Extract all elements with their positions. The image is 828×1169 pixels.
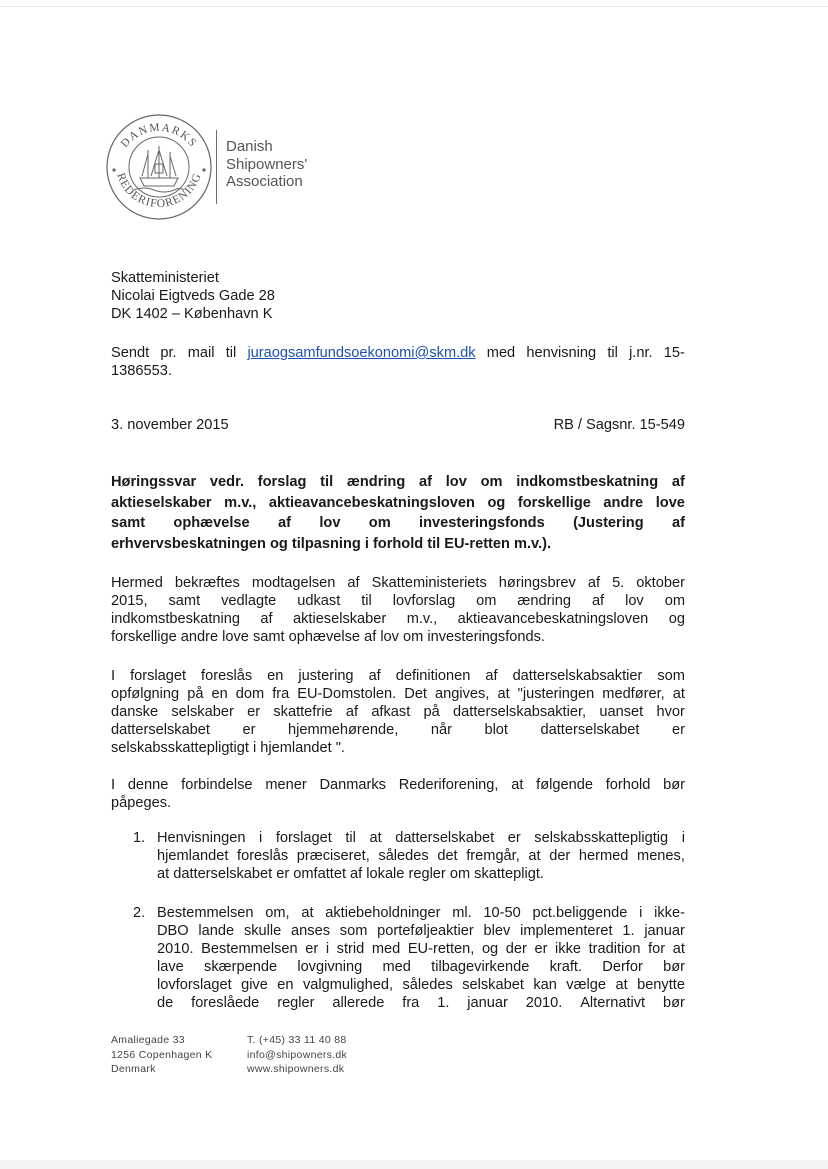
word: selskaber xyxy=(171,704,234,720)
word: afkast xyxy=(371,704,411,720)
word: definitionen xyxy=(395,668,471,684)
word: der xyxy=(505,941,527,957)
word: som xyxy=(657,668,685,684)
word: give xyxy=(241,977,268,993)
word: ikke xyxy=(555,941,581,957)
word: porteføljeaktier xyxy=(377,923,474,939)
word: lovforslaget xyxy=(157,977,232,993)
word: hvor xyxy=(656,704,685,720)
word: forhold xyxy=(605,777,651,793)
word: lande xyxy=(198,923,235,939)
word: fra xyxy=(272,686,290,702)
text-line xyxy=(111,703,685,721)
text-line xyxy=(157,994,685,1012)
text-line xyxy=(111,667,685,685)
word: kan xyxy=(533,977,557,993)
word: Det xyxy=(404,686,427,702)
word: om, xyxy=(265,905,290,921)
word: til xyxy=(320,474,334,490)
footer-line: Denmark xyxy=(111,1063,156,1075)
logo-divider xyxy=(216,130,217,204)
word: vedr. xyxy=(209,474,244,490)
word: af xyxy=(260,611,273,627)
paragraph-opinion xyxy=(111,776,685,812)
word: til xyxy=(361,593,372,609)
word: at xyxy=(672,686,685,702)
word: allerede xyxy=(332,995,385,1011)
word: forslag xyxy=(257,474,307,490)
word: i xyxy=(325,941,330,957)
word: bekræftes xyxy=(174,575,240,591)
word: således xyxy=(402,977,453,993)
word: 2015, xyxy=(111,593,148,609)
word: henvisning xyxy=(526,345,597,361)
word: regler xyxy=(277,995,315,1011)
email-link[interactable]: juraogsamfundsoekonomi@skm.dk xyxy=(247,345,476,361)
word: pct.beliggende xyxy=(532,905,628,921)
word: på xyxy=(423,704,440,720)
word: af xyxy=(587,575,601,591)
word: benytte xyxy=(637,977,685,993)
word: i xyxy=(681,830,685,846)
word: anses xyxy=(291,923,330,939)
word: i xyxy=(639,905,643,921)
text-line xyxy=(157,829,685,847)
word: Alternativt xyxy=(580,995,646,1011)
word: at xyxy=(511,777,524,793)
word: j.nr. xyxy=(629,345,653,361)
word: er xyxy=(507,830,521,846)
word: og xyxy=(487,494,506,511)
word: bør xyxy=(663,959,685,975)
word: som xyxy=(339,923,368,939)
word: forskellige xyxy=(517,494,591,511)
word: bør xyxy=(663,777,685,793)
word: lave xyxy=(157,959,184,975)
word: datterselskabsaktier xyxy=(512,668,643,684)
recipient-line: DK 1402 – København K xyxy=(111,306,273,322)
word: ophævelse xyxy=(173,515,250,531)
subject-line: erhvervsbeskatningen og tilpasning i forhold til EU-retten m.v.). xyxy=(111,535,552,552)
text-line xyxy=(157,922,685,940)
word: datterselskabet xyxy=(111,722,210,738)
journal-number: 1386553. xyxy=(111,363,172,379)
word: kraft. xyxy=(549,959,583,975)
word: opfølgning xyxy=(111,686,180,702)
text-line: selskabsskattepligtigt i hjemlandet ". xyxy=(111,740,345,756)
case-reference: RB / Sagsnr. 15-549 xyxy=(553,417,685,433)
association-name-line: Danish xyxy=(226,138,273,155)
scan-top-edge xyxy=(0,6,828,7)
word: ml. xyxy=(452,905,472,921)
word: Høringssvar xyxy=(111,474,197,490)
word: hjemmehørende, xyxy=(288,722,399,738)
word: hermed xyxy=(578,848,629,864)
subject-line xyxy=(111,493,685,514)
text-line xyxy=(111,574,685,592)
word: mener xyxy=(265,777,307,793)
word: Bestemmelsen xyxy=(201,941,298,957)
word: fremgår, xyxy=(466,848,520,864)
word: til xyxy=(225,345,237,361)
word: at xyxy=(301,905,314,921)
word: lov xyxy=(445,474,467,490)
word: love xyxy=(655,494,685,511)
word: blot xyxy=(484,722,508,738)
word: blev xyxy=(483,923,511,939)
word: lov xyxy=(319,515,341,531)
word: denne xyxy=(127,777,169,793)
word: 2010. xyxy=(157,941,194,957)
subject-line xyxy=(111,513,685,534)
word: danske xyxy=(111,704,159,720)
association-name-line: Association xyxy=(226,173,303,190)
word: de xyxy=(157,995,174,1011)
recipient-line: Skatteministeriet xyxy=(111,270,219,286)
word: en xyxy=(267,668,284,684)
text-line xyxy=(111,610,685,628)
word: en xyxy=(277,977,294,993)
word: implementeret xyxy=(520,923,613,939)
word: når xyxy=(430,722,452,738)
word: hjemlandet xyxy=(157,848,229,864)
text-line: forskellige andre love samt ophævelse af lov om investeringsfonds. xyxy=(111,629,545,645)
word: om xyxy=(664,593,685,609)
word: det xyxy=(437,848,458,864)
word: Danmarks xyxy=(319,777,386,793)
footer-line: 1256 Copenhagen K xyxy=(111,1048,213,1061)
word: en xyxy=(211,686,228,702)
word: af xyxy=(419,474,432,490)
word: "justeringen xyxy=(517,686,595,702)
word: selskabet xyxy=(462,977,524,993)
word: med xyxy=(486,345,516,361)
subject-line xyxy=(111,472,685,493)
letter-subject xyxy=(111,472,685,554)
word: Derfor xyxy=(602,959,643,975)
word: 1. xyxy=(622,923,635,939)
text-line xyxy=(111,592,685,610)
text-line xyxy=(157,976,685,994)
word: af xyxy=(278,515,291,531)
word: (Justering xyxy=(573,515,644,531)
word: DBO xyxy=(157,923,189,939)
date-reference-line xyxy=(111,416,685,434)
word: lovforslag xyxy=(392,593,456,609)
word: at xyxy=(615,977,628,993)
svg-text:REDERIFORENING: REDERIFORENING xyxy=(114,171,204,211)
text-line xyxy=(111,776,685,794)
word: 1. xyxy=(437,995,450,1011)
word: andre xyxy=(603,494,644,511)
word: dom xyxy=(235,686,265,702)
association-seal-logo xyxy=(104,112,214,222)
word: bør xyxy=(663,995,685,1011)
word: Henvisningen xyxy=(157,830,246,846)
word: strid xyxy=(336,941,365,957)
svg-text:DANMARKS: DANMARKS xyxy=(118,121,200,151)
word: at xyxy=(528,848,541,864)
word: forslaget xyxy=(275,830,332,846)
association-name xyxy=(226,138,307,191)
footer-contact xyxy=(247,1033,347,1077)
word: skærpende xyxy=(204,959,278,975)
word: af xyxy=(485,668,498,684)
word: Bestemmelsen xyxy=(157,905,254,921)
word: investeringsfonds xyxy=(419,515,545,531)
word: vælge xyxy=(566,977,607,993)
word: modtagelsen xyxy=(251,575,336,591)
word: selskabsskattepligtig xyxy=(534,830,669,846)
text-line: påpeges. xyxy=(111,795,172,811)
word: I xyxy=(111,668,116,684)
word: er xyxy=(242,722,256,738)
word: til xyxy=(345,830,356,846)
footer-address xyxy=(111,1033,212,1077)
word: skulle xyxy=(243,923,282,939)
word: ændring xyxy=(346,474,406,490)
word: af xyxy=(671,474,685,490)
word: samt xyxy=(111,515,146,531)
recipient-line: Nicolai Eigtveds Gade 28 xyxy=(111,288,275,304)
word: mail xyxy=(187,345,215,361)
word: 10-50 xyxy=(483,905,521,921)
word: fra xyxy=(402,995,420,1011)
word: datterselskabsaktier, xyxy=(453,704,587,720)
word: indkomstbeskatning xyxy=(516,474,659,490)
text-line xyxy=(157,958,685,976)
word: januar xyxy=(644,923,685,939)
word: om xyxy=(368,515,391,531)
word: således xyxy=(378,848,429,864)
text-line xyxy=(157,940,685,958)
word: 5. xyxy=(612,575,625,591)
paragraph-proposal xyxy=(111,667,685,757)
word: for xyxy=(648,941,666,957)
word: aktieavancebeskatningsloven xyxy=(268,494,475,511)
word: januar xyxy=(467,995,508,1011)
letter-date: 3. november 2015 xyxy=(111,417,229,433)
word: m.v., xyxy=(224,494,257,511)
word: justering xyxy=(298,668,354,684)
word: er xyxy=(534,941,548,957)
word: valgmulighed, xyxy=(302,977,394,993)
text-line: at datterselskabet er omfattet af lokale regler om skattepligt. xyxy=(157,866,544,882)
word: og xyxy=(481,941,499,957)
word: om xyxy=(480,474,503,490)
word: er xyxy=(305,941,319,957)
word: forslaget xyxy=(130,668,187,684)
word: Sendt xyxy=(111,345,150,361)
word: der xyxy=(549,848,571,864)
word: Rederiforening, xyxy=(398,777,499,793)
word: følgende xyxy=(536,777,593,793)
text-line xyxy=(157,904,685,922)
word: ikke- xyxy=(654,905,685,921)
word: foreslåede xyxy=(191,995,260,1011)
scan-bottom-edge xyxy=(0,1160,828,1169)
word: EU-retten, xyxy=(407,941,475,957)
word: af xyxy=(671,515,685,531)
word: af xyxy=(368,668,381,684)
word: vedlagte xyxy=(221,593,277,609)
text-line xyxy=(111,685,685,703)
word: foreslås xyxy=(237,848,289,864)
word: med xyxy=(382,959,411,975)
word: udkast xyxy=(297,593,341,609)
word: aktiebeholdninger xyxy=(325,905,441,921)
word: aktieselskaber xyxy=(111,494,212,511)
text-line xyxy=(157,847,685,865)
word: er xyxy=(672,722,685,738)
word: at xyxy=(672,941,685,957)
word: ændring xyxy=(517,593,571,609)
word: foreslås xyxy=(201,668,253,684)
word: høringsbrev xyxy=(498,575,576,591)
word: oktober xyxy=(636,575,685,591)
word: aktieavancebeskatningsloven xyxy=(457,611,649,627)
word: Skatteministeriets xyxy=(371,575,487,591)
word: af xyxy=(591,593,605,609)
paragraph-acknowledgement xyxy=(111,574,685,646)
word: medfører, xyxy=(602,686,665,702)
word: lov xyxy=(625,593,644,609)
word: datterselskabet xyxy=(395,830,495,846)
word: med xyxy=(371,941,401,957)
word: samt xyxy=(168,593,201,609)
word: 15- xyxy=(663,345,685,361)
sent-by-mail-note xyxy=(111,344,685,380)
recipient-address xyxy=(111,269,275,323)
word: i xyxy=(259,830,263,846)
word: om xyxy=(476,593,497,609)
list-item-number: 1. xyxy=(133,830,146,846)
word: skattefrie xyxy=(273,704,333,720)
word: at xyxy=(369,830,382,846)
word: EU-Domstolen. xyxy=(297,686,397,702)
word: pr. xyxy=(160,345,177,361)
word: er xyxy=(247,704,261,720)
word: menes, xyxy=(637,848,685,864)
word: m.v., xyxy=(406,611,438,627)
word: tilbagevirkende xyxy=(431,959,530,975)
footer-line: Amaliegade 33 xyxy=(111,1034,185,1046)
word: til xyxy=(607,345,618,361)
word: af xyxy=(347,575,360,591)
word: I xyxy=(111,777,116,793)
association-name-line: Shipowners' xyxy=(226,155,308,173)
word: indkomstbeskatning xyxy=(111,611,240,627)
word: aktieselskaber xyxy=(292,611,387,627)
word: uanset xyxy=(599,704,644,720)
word: at xyxy=(497,686,510,702)
word: tradition xyxy=(588,941,641,957)
word: 2010. xyxy=(525,995,563,1011)
word: præciseret, xyxy=(296,848,370,864)
footer-email: info@shipowners.dk xyxy=(247,1048,348,1061)
list-item-number: 2. xyxy=(133,905,146,921)
word: angives, xyxy=(435,686,490,702)
text-line xyxy=(111,721,685,739)
footer-phone: T. (+45) 33 11 40 88 xyxy=(247,1034,347,1046)
word: af xyxy=(345,704,359,720)
word: Hermed xyxy=(111,575,163,591)
footer-website: www.shipowners.dk xyxy=(247,1063,345,1075)
word: på xyxy=(187,686,204,702)
word: forbindelse xyxy=(181,777,253,793)
word: lovgivning xyxy=(297,959,363,975)
word: og xyxy=(668,611,685,627)
word: datterselskabet xyxy=(540,722,640,738)
